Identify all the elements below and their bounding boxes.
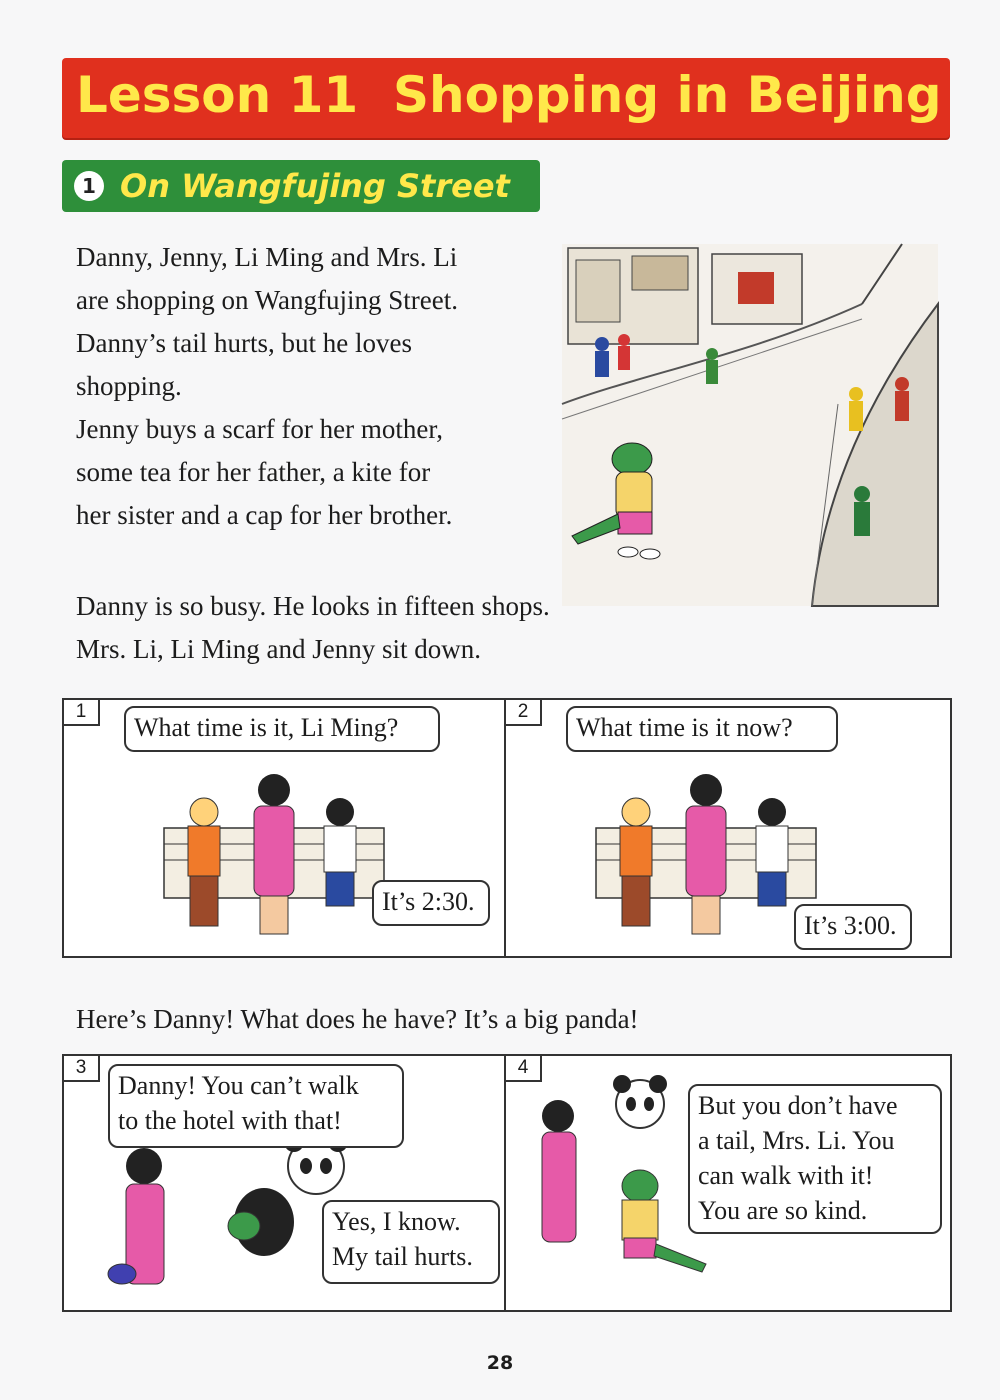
intro-paragraph	[76, 236, 556, 537]
panel-number: 3	[64, 1056, 100, 1082]
speech-bubble	[108, 1064, 404, 1148]
bubble-line: to the hotel with that!	[118, 1106, 342, 1135]
comic-panel-1	[62, 698, 506, 958]
jenny-figure	[188, 798, 220, 926]
bubble-line: But you don’t have	[698, 1091, 898, 1120]
intro-line: her sister and a cap for her brother.	[76, 500, 453, 530]
mrs-li-figure	[542, 1100, 576, 1242]
paragraph-3	[76, 998, 639, 1041]
section-number: 1	[74, 171, 104, 201]
intro-line: Jenny buys a scarf for her mother,	[76, 414, 444, 444]
bubble-line: Danny! You can’t walk	[118, 1071, 359, 1100]
lesson-title-banner	[62, 58, 950, 138]
panel-number: 2	[506, 700, 542, 726]
comic-panel-3	[62, 1054, 506, 1312]
bubble-line: It’s 2:30.	[382, 887, 475, 916]
mrs-li-figure	[254, 774, 294, 934]
bubble-line: My tail hurts.	[332, 1242, 473, 1271]
li-ming-figure	[756, 798, 788, 906]
speech-bubble	[124, 706, 440, 752]
bubble-line: a tail, Mrs. Li. You	[698, 1126, 895, 1155]
page-number: 28	[486, 1352, 514, 1374]
mrs-li-figure	[686, 774, 726, 934]
mrs-li-and-panda-illustration	[94, 1136, 354, 1306]
mrs-li-danny-panda-illustration	[530, 1076, 710, 1304]
panda-toy	[613, 1075, 667, 1128]
comic-panel-4	[504, 1054, 952, 1312]
bubble-line: What time is it now?	[576, 713, 793, 742]
speech-bubble	[372, 880, 490, 926]
intro-line: are shopping on Wangfujing Street.	[76, 285, 459, 315]
bubble-line: can walk with it!	[698, 1161, 874, 1190]
intro-line: shopping.	[76, 371, 182, 401]
speech-bubble	[566, 706, 838, 752]
jenny-figure	[620, 798, 652, 926]
para2-line: Mrs. Li, Li Ming and Jenny sit down.	[76, 634, 481, 664]
intro-line: Danny’s tail hurts, but he loves	[76, 328, 412, 358]
wangfujing-street-illustration	[562, 244, 938, 606]
section-banner	[62, 160, 540, 212]
bubble-line: Yes, I know.	[332, 1207, 461, 1236]
speech-bubble	[794, 904, 912, 950]
intro-line: Danny, Jenny, Li Ming and Mrs. Li	[76, 242, 458, 272]
li-ming-figure	[324, 798, 356, 906]
speech-bubble	[322, 1200, 500, 1284]
bubble-line: It’s 3:00.	[804, 911, 897, 940]
speech-bubble	[688, 1084, 942, 1234]
lesson-title: Lesson 11 Shopping in Beijing	[76, 66, 942, 124]
panel-number: 1	[64, 700, 100, 726]
bubble-line: What time is it, Li Ming?	[134, 713, 399, 742]
paragraph-2	[76, 585, 550, 671]
mrs-li-figure	[108, 1148, 164, 1284]
panel-number: 4	[506, 1056, 542, 1082]
section-title: On Wangfujing Street	[120, 167, 510, 205]
bubble-line: You are so kind.	[698, 1196, 868, 1225]
comic-panel-2	[504, 698, 952, 958]
para3-line: Here’s Danny! What does he have? It’s a big panda!	[76, 1004, 639, 1034]
intro-line: some tea for her father, a kite for	[76, 457, 431, 487]
para2-line: Danny is so busy. He looks in fifteen shops.	[76, 591, 550, 621]
